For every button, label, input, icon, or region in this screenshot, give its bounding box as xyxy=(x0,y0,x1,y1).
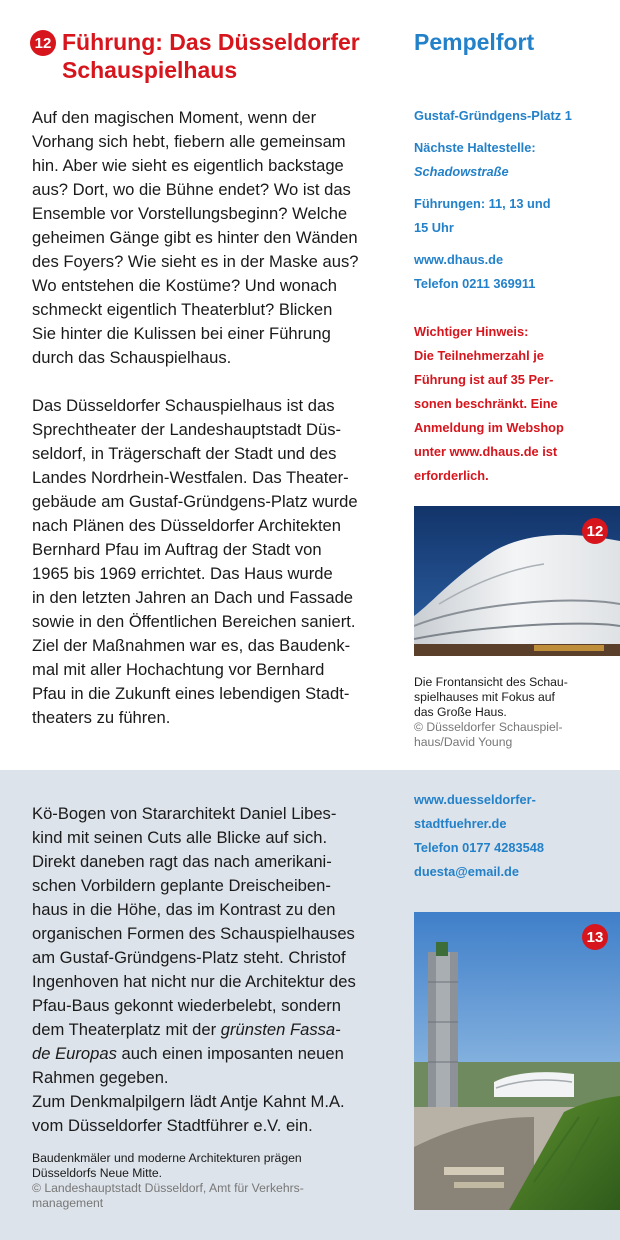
phone-number[interactable]: Telefon 0177 4283548 xyxy=(414,840,544,855)
feature-title xyxy=(62,28,402,84)
body-line xyxy=(32,1042,392,1066)
caption-line: spielhauses mit Fokus auf xyxy=(414,690,555,704)
body-line: Landes Nordrhein-Westfalen. Das Theater- xyxy=(32,468,349,487)
photo-number-badge: 12 xyxy=(582,518,608,544)
next-body-text xyxy=(32,802,392,1138)
feature-body-paragraph-1 xyxy=(32,106,392,370)
neue-mitte-photo xyxy=(414,912,620,1210)
body-line: Pfau in die Zukunft eines lebendigen Stadt- xyxy=(32,684,350,703)
photo-caption xyxy=(32,1151,382,1211)
caption-line: das Große Haus. xyxy=(414,705,507,719)
body-line: schmeckt eigentlich Theaterblut? Blicken xyxy=(32,300,333,319)
stop-name: Schadowstraße xyxy=(414,164,509,179)
phone-number[interactable]: Telefon 0211 369911 xyxy=(414,276,536,291)
caption-line: Die Frontansicht des Schau- xyxy=(414,675,568,689)
body-line: mal mit aller Hochachtung vor Bernhard xyxy=(32,660,325,679)
schauspielhaus-photo xyxy=(414,506,620,656)
body-line: nach Plänen des Düsseldorfer Architekten xyxy=(32,516,342,535)
body-line: Kö-Bogen von Stararchitekt Daniel Libes- xyxy=(32,804,337,823)
tour-times: Führungen: 11, 13 und xyxy=(414,196,551,211)
website-link[interactable]: stadtfuehrer.de xyxy=(414,816,507,831)
website-link[interactable]: www.duesseldorfer- xyxy=(414,792,536,807)
body-fragment: dem Theaterplatz mit der xyxy=(32,1020,221,1039)
feature-title-line: Führung: Das Düsseldorfer xyxy=(62,29,360,55)
italic-emphasis: de Europas xyxy=(32,1044,117,1063)
body-line: Auf den magischen Moment, wenn der xyxy=(32,108,317,127)
photo-credit: © Landeshauptstadt Düsseldorf, Amt für Verkehrs- xyxy=(32,1181,304,1195)
body-line: am Gustaf-Gründgens-Platz steht. Christof xyxy=(32,948,346,967)
body-line: haus in die Höhe, das im Kontrast zu den xyxy=(32,900,336,919)
body-line: gebäude am Gustaf-Gründgens-Platz wurde xyxy=(32,492,358,511)
caption-line: Düsseldorfs Neue Mitte. xyxy=(32,1166,163,1180)
body-line: schen Vorbildern geplante Dreischeiben- xyxy=(32,876,331,895)
notice-line: Wichtiger Hinweis: xyxy=(414,324,529,339)
body-line: Direkt daneben ragt das nach amerikani- xyxy=(32,852,332,871)
body-line xyxy=(32,1018,392,1042)
notice-line: Die Teilnehmerzahl je xyxy=(414,348,544,363)
body-line: Sprechtheater der Landeshauptstadt Düs- xyxy=(32,420,342,439)
important-notice xyxy=(414,320,614,488)
address-text: Gustaf-Gründgens-Platz 1 xyxy=(414,108,572,123)
body-line: Vorhang sich hebt, fiebern alle gemeinsam xyxy=(32,132,346,151)
notice-line: erforderlich. xyxy=(414,468,489,483)
body-line: durch das Schauspielhaus. xyxy=(32,348,232,367)
notice-line: Führung ist auf 35 Per- xyxy=(414,372,554,387)
feature-body-paragraph-2 xyxy=(32,394,392,730)
email-link[interactable]: duesta@email.de xyxy=(414,864,519,879)
notice-line: sonen beschränkt. Eine xyxy=(414,396,558,411)
body-line: organischen Formen des Schauspielhauses xyxy=(32,924,355,943)
tour-times: 15 Uhr xyxy=(414,220,454,235)
body-line: Pfau-Baus gekonnt wiederbelebt, sondern xyxy=(32,996,342,1015)
body-line: 1965 bis 1969 errichtet. Das Haus wurde xyxy=(32,564,333,583)
body-line: Ensemble vor Vorstellungsbeginn? Welche xyxy=(32,204,348,223)
guide-contact xyxy=(414,788,614,884)
body-line: seldorf, in Trägerschaft der Stadt und des xyxy=(32,444,337,463)
body-line: Wo entstehen die Kostüme? Und wonach xyxy=(32,276,338,295)
body-line: sowie in den Öffentlichen Bereichen saniert. xyxy=(32,612,356,631)
body-line: Bernhard Pfau im Auftrag der Stadt von xyxy=(32,540,322,559)
body-line: Ingenhoven hat nicht nur die Architektur des xyxy=(32,972,356,991)
district-heading: Pempelfort xyxy=(414,29,535,55)
body-line: Ziel der Maßnahmen war es, das Baudenk- xyxy=(32,636,351,655)
italic-emphasis: grünsten Fassa- xyxy=(220,1020,341,1039)
photo-number-badge: 13 xyxy=(582,924,608,950)
body-line: Sie hinter die Kulissen bei einer Führung xyxy=(32,324,331,343)
body-line: Zum Denkmalpilgern lädt Antje Kahnt M.A. xyxy=(32,1092,345,1111)
photo-credit: haus/David Young xyxy=(414,735,513,749)
feature-number-badge: 12 xyxy=(30,30,56,56)
neue-mitte-illustration xyxy=(414,912,620,1210)
body-line: vom Düsseldorfer Stadtführer e.V. ein. xyxy=(32,1116,313,1135)
notice-line: Anmeldung im Webshop xyxy=(414,420,564,435)
body-line: aus? Dort, wo die Bühne endet? Wo ist das xyxy=(32,180,351,199)
photo-credit: © Düsseldorfer Schauspiel- xyxy=(414,720,563,734)
photo-credit: management xyxy=(32,1196,104,1210)
body-line: hin. Aber wie sieht es eigentlich backstage xyxy=(32,156,344,175)
body-line: geheimen Gänge gibt es hinter den Wänden xyxy=(32,228,358,247)
photo-caption xyxy=(414,675,604,750)
body-line: in den letzten Jahren an Dach und Fassade xyxy=(32,588,354,607)
body-line: Das Düsseldorfer Schauspielhaus ist das xyxy=(32,396,335,415)
stop-label: Nächste Haltestelle: xyxy=(414,140,536,155)
body-fragment: auch einen imposanten neuen xyxy=(116,1044,344,1063)
body-line: des Foyers? Wie sieht es in der Maske aus? xyxy=(32,252,359,271)
body-line: Rahmen gegeben. xyxy=(32,1068,169,1087)
caption-line: Baudenkmäler und moderne Architekturen prägen xyxy=(32,1151,302,1165)
body-line: theaters zu führen. xyxy=(32,708,171,727)
visitor-info xyxy=(414,104,614,296)
notice-line: unter www.dhaus.de ist xyxy=(414,444,558,459)
body-line: kind mit seinen Cuts alle Blicke auf sich. xyxy=(32,828,328,847)
feature-title-line: Schauspielhaus xyxy=(62,57,238,83)
website-link[interactable]: www.dhaus.de xyxy=(414,252,504,267)
